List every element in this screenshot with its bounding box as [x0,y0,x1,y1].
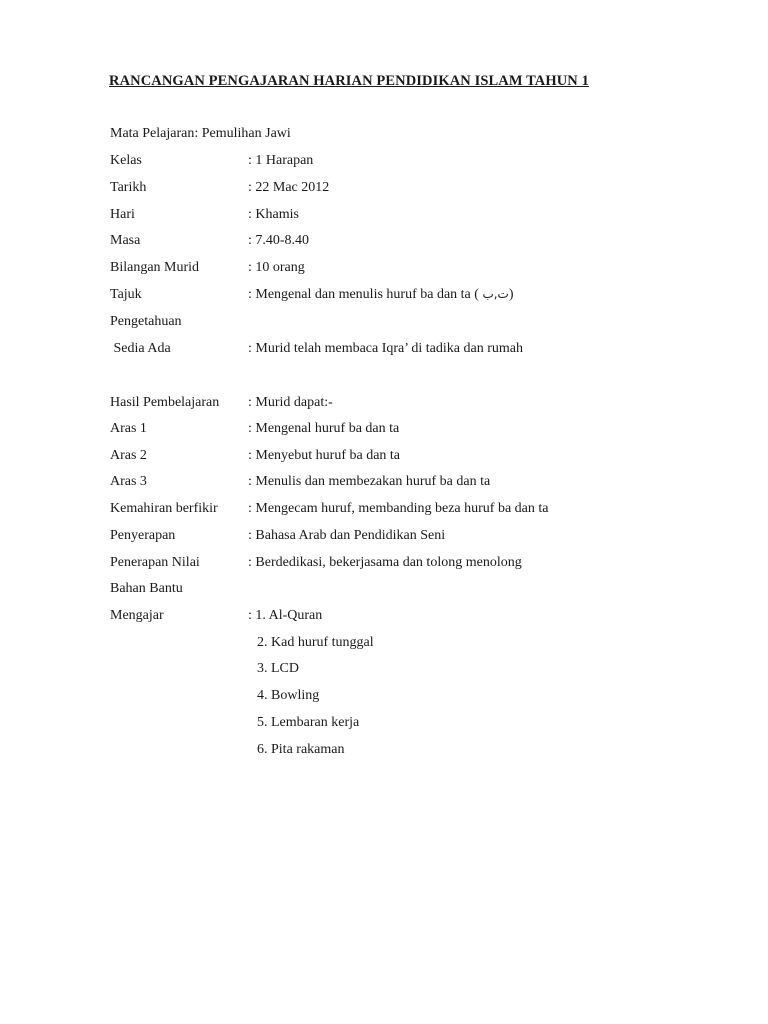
row-aras-1 [0,421,768,441]
document-title: RANCANGAN PENGAJARAN HARIAN PENDIDIKAN ISLAM TAHUN 1 [109,73,589,89]
bahan-bantu-label: Bahan Bantu [110,581,183,596]
row-aras-3 [0,474,768,494]
tajuk-value [248,287,514,303]
row-penyerapan [0,528,768,548]
bilangan-murid-label: Bilangan Murid [110,260,200,275]
row-tarikh [0,180,768,200]
sedia-ada-label: Sedia Ada [110,341,171,356]
hasil-pembelajaran-label: Hasil Pembelajaran [110,395,220,410]
row-sedia-ada [0,341,768,361]
list-item [0,635,768,655]
material-item: 4. Bowling [257,688,320,703]
row-penerapan-nilai [0,555,768,575]
row-aras-2 [0,448,768,468]
penerapan-nilai-label: Penerapan Nilai [110,555,200,570]
row-bahan-bantu [0,581,768,601]
row-kemahiran-berfikir [0,501,768,521]
row-kelas [0,153,768,173]
material-item: 3. LCD [257,661,299,676]
row-mengajar [0,608,768,628]
row-tajuk [0,287,768,307]
aras-2-label: Aras 2 [110,448,147,463]
list-item [0,688,768,708]
hari-value: : Khamis [248,207,299,222]
row-hasil-pembelajaran [0,395,768,415]
penerapan-nilai-value: : Berdedikasi, bekerjasama dan tolong menolong [248,555,522,570]
aras-3-label: Aras 3 [110,474,147,489]
material-item: 2. Kad huruf tunggal [257,635,374,650]
material-item: 5. Lembaran kerja [257,715,360,730]
subject-text: Mata Pelajaran: Pemulihan Jawi [110,126,291,141]
mengajar-label: Mengajar [110,608,164,623]
row-pengetahuan [0,314,768,334]
material-item: 6. Pita rakaman [257,742,345,757]
hari-label: Hari [110,207,135,222]
aras-1-value: : Mengenal huruf ba dan ta [248,421,400,436]
row-hari [0,207,768,227]
kelas-value: : 1 Harapan [248,153,314,168]
tajuk-close-paren: ) [508,287,514,302]
masa-label: Masa [110,233,141,248]
aras-1-label: Aras 1 [110,421,147,436]
kemahiran-berfikir-label: Kemahiran berfikir [110,501,218,516]
tarikh-label: Tarikh [110,180,147,195]
masa-value: : 7.40-8.40 [248,233,310,248]
penyerapan-value: : Bahasa Arab dan Pendidikan Seni [248,528,446,543]
row-bilangan-murid [0,260,768,280]
tarikh-value: : 22 Mac 2012 [248,180,330,195]
hasil-pembelajaran-value: : Murid dapat:- [248,395,333,410]
list-item [0,742,768,762]
penyerapan-label: Penyerapan [110,528,176,543]
pengetahuan-label: Pengetahuan [110,314,182,329]
kelas-label: Kelas [110,153,142,168]
row-masa [0,233,768,253]
list-item [0,715,768,735]
aras-2-value: : Menyebut huruf ba dan ta [248,448,401,463]
tajuk-label: Tajuk [110,287,142,302]
kemahiran-berfikir-value: : Mengecam huruf, membanding beza huruf ba dan ta [248,501,549,516]
tajuk-arabic-letters: ت,ب [482,287,509,301]
tajuk-text: : Mengenal dan menulis huruf ba dan ta ( [248,287,479,302]
mengajar-value: : 1. Al-Quran [248,608,323,623]
aras-3-value: : Menulis dan membezakan huruf ba dan ta [248,474,491,489]
sedia-ada-value: : Murid telah membaca Iqra’ di tadika dan rumah [248,341,523,356]
subject-line [0,126,768,146]
bilangan-murid-value: : 10 orang [248,260,305,275]
list-item [0,661,768,681]
